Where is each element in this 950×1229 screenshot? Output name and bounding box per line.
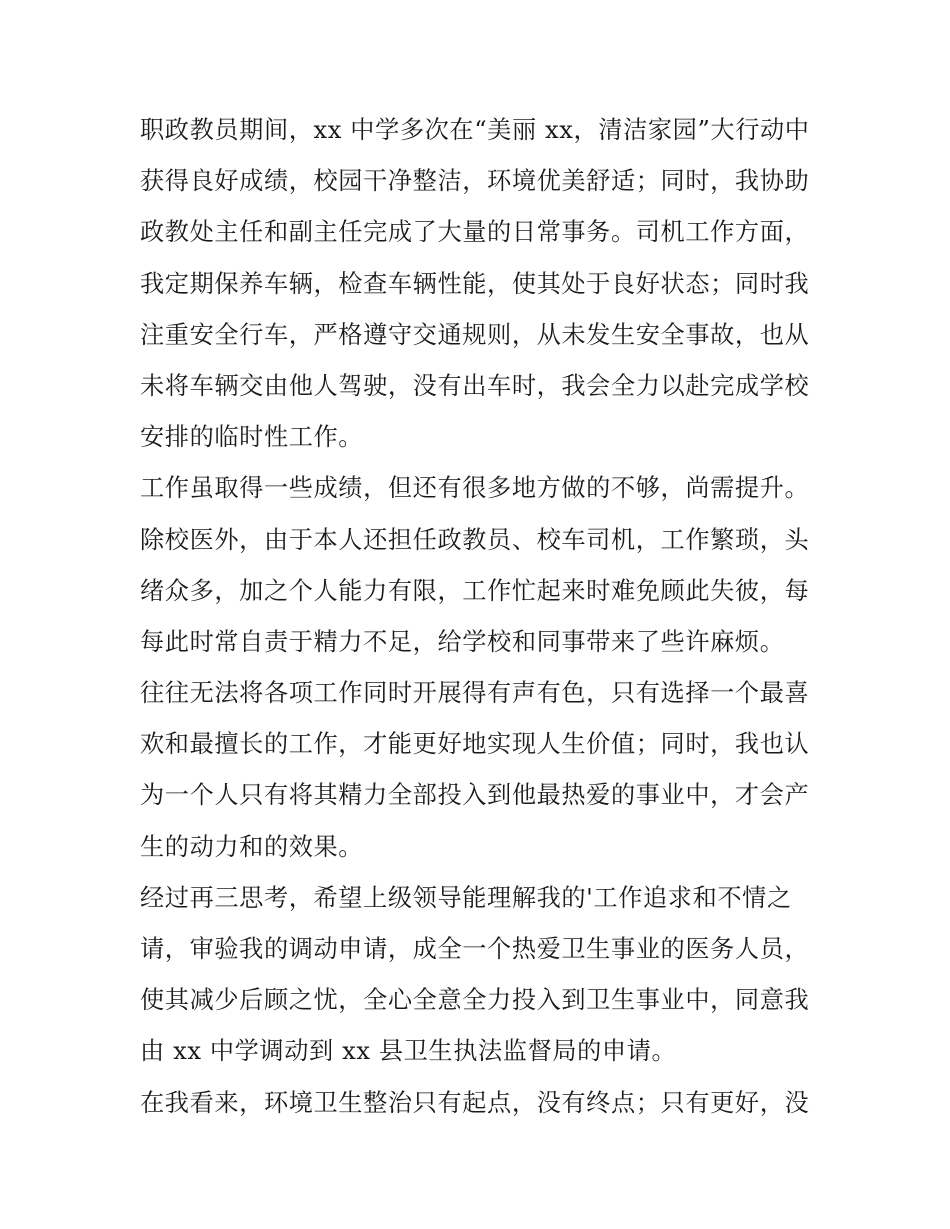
text-line: 每此时常自责于精力不足，给学校和同事带来了些许麻烦。: [140, 627, 785, 656]
document-body: [140, 105, 830, 1129]
paragraph-4: [140, 873, 830, 1078]
paragraph-2: [140, 463, 830, 668]
text-line: 生的动力和的效果。: [140, 832, 364, 861]
text-line: 经过再三思考，希望上级领导能理解我的'工作追求和不情之: [140, 883, 792, 912]
paragraph-3: [140, 668, 830, 873]
text-line: 请，审验我的调动申请，成全一个热爱卫生事业的医务人员，: [140, 935, 810, 963]
text-line: 获得良好成绩，校园干净整洁，环境优美舒适；同时，我协助: [140, 167, 810, 196]
text-line: 往往无法将各项工作同时开展得有声有色，只有选择一个最喜: [140, 679, 810, 708]
text-line: 使其减少后顾之忧，全心全意全力投入到卫生事业中，同意我: [140, 986, 810, 1015]
text-line: 由 xx 中学调动到 xx 县卫生执法监督局的申请。: [140, 1037, 677, 1066]
text-line: 注重安全行车，严格遵守交通规则，从未发生安全事故，也从: [140, 320, 810, 349]
text-line: 除校医外，由于本人还担任政教员、校车司机，工作繁琐，头: [140, 525, 810, 554]
text-line: 职政教员期间，xx 中学多次在“美丽 xx，清洁家园”大行动中: [140, 116, 810, 144]
text-line: 为一个人只有将其精力全部投入到他最热爱的事业中，才会产: [140, 781, 810, 810]
text-line: 在我看来，环境卫生整治只有起点，没有终点；只有更好，没: [140, 1088, 810, 1117]
text-line: 绪众多，加之个人能力有限，工作忙起来时难免顾此失彼，每: [140, 576, 810, 605]
paragraph-5: [140, 1078, 830, 1129]
text-line: 欢和最擅长的工作，才能更好地实现人生价值；同时，我也认: [140, 730, 810, 759]
text-line: 未将车辆交由他人驾驶，没有出车时，我会全力以赴完成学校: [140, 371, 810, 400]
text-line: 我定期保养车辆，检查车辆性能，使其处于良好状态；同时我: [140, 269, 810, 298]
paragraph-1: [140, 105, 830, 463]
text-line: 工作虽取得一些成绩，但还有很多地方做的不够，尚需提升。: [140, 474, 810, 503]
text-line: 政教处主任和副主任完成了大量的日常事务。司机工作方面，: [140, 218, 810, 247]
text-line: 安排的临时性工作。: [140, 423, 364, 452]
